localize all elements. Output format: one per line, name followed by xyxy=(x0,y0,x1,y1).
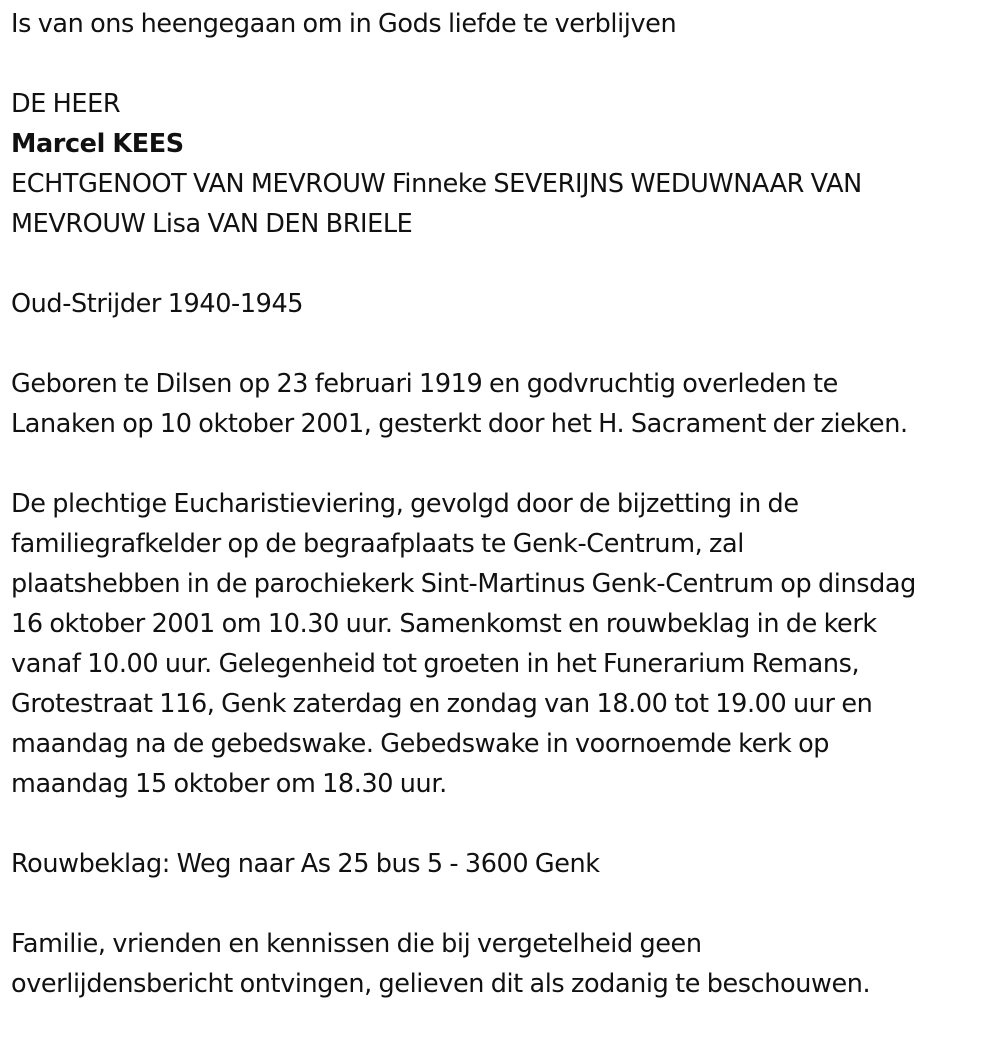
intro-line: Is van ons heengegaan om in Gods liefde te verblijven xyxy=(11,9,677,39)
spacer xyxy=(11,884,996,924)
spacer xyxy=(11,324,996,364)
ceremony-line: maandag na de gebedswake. Gebedswake in voornoemde kerk op xyxy=(11,729,830,759)
obituary-text xyxy=(11,4,996,1004)
spacer xyxy=(11,804,996,844)
ceremony-line: maandag 15 oktober om 18.30 uur. xyxy=(11,769,447,799)
relations-line-1: ECHTGENOOT VAN MEVROUW Finneke SEVERIJNS WEDUWNAAR VAN xyxy=(11,169,862,199)
closing-line: overlijdensbericht ontvingen, gelieven dit als zodanig te beschouwen. xyxy=(11,969,871,999)
spacer xyxy=(11,44,996,84)
ceremony-line: plaatshebben in de parochiekerk Sint-Martinus Genk-Centrum op dinsdag xyxy=(11,569,916,599)
ceremony-line: Grotestraat 116, Genk zaterdag en zondag van 18.00 tot 19.00 uur en xyxy=(11,689,873,719)
honorific: DE HEER xyxy=(11,89,121,119)
ceremony-line: De plechtige Eucharistieviering, gevolgd door de bijzetting in de xyxy=(11,489,799,519)
veteran-line: Oud-Strijder 1940-1945 xyxy=(11,289,304,319)
ceremony-line: familiegrafkelder op de begraafplaats te Genk-Centrum, zal xyxy=(11,529,744,559)
closing-line: Familie, vrienden en kennissen die bij vergetelheid geen xyxy=(11,929,702,959)
condolence-address: Rouwbeklag: Weg naar As 25 bus 5 - 3600 Genk xyxy=(11,849,600,879)
spacer xyxy=(11,444,996,484)
ceremony-line: vanaf 10.00 uur. Gelegenheid tot groeten in het Funerarium Remans, xyxy=(11,649,860,679)
relations-line-2: MEVROUW Lisa VAN DEN BRIELE xyxy=(11,209,413,239)
spacer xyxy=(11,244,996,284)
birth-death-line: Lanaken op 10 oktober 2001, gesterkt door het H. Sacrament der zieken. xyxy=(11,409,908,439)
birth-death-line: Geboren te Dilsen op 23 februari 1919 en godvruchtig overleden te xyxy=(11,369,838,399)
deceased-name: Marcel KEES xyxy=(11,129,184,159)
ceremony-line: 16 oktober 2001 om 10.30 uur. Samenkomst en rouwbeklag in de kerk xyxy=(11,609,877,639)
